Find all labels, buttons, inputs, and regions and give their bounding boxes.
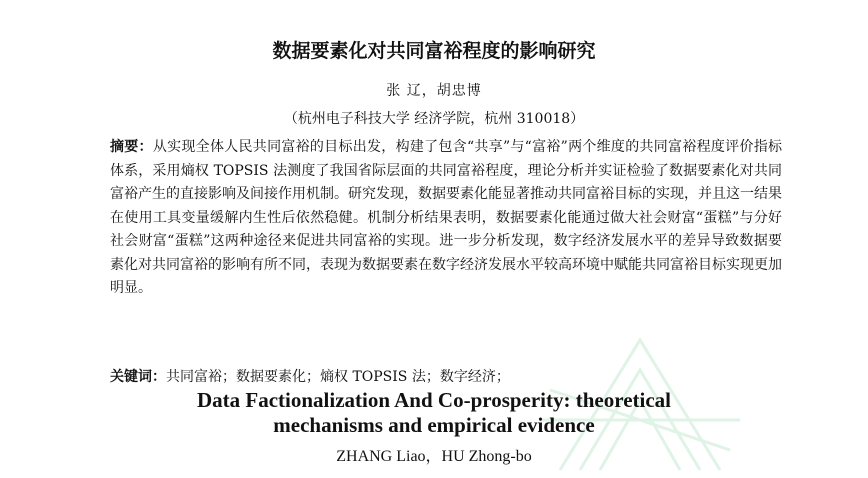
- abstract: [110, 136, 782, 301]
- paper-title-cn: 数据要素化对共同富裕程度的影响研究: [272, 40, 596, 62]
- paper-title-en: [0, 388, 868, 438]
- paper-title-en-line2: mechanisms and empirical evidence: [273, 413, 595, 437]
- paper-title-en-line1: Data Factionalization And Co-prosperity: theoretical: [196, 388, 671, 412]
- abstract-text: 从实现全体人民共同富裕的目标出发，构建了包含“共享”与“富裕”两个维度的共同富裕程度评价指标体系，采用熵权 TOPSIS 法测度了我国省际层面的共同富裕程度，理论分析并实证检验了数据要素化对共同富裕产生的直接影响及间接作用机制。研究发现，数据要素化能显著推动共同富裕目标的实现，并且这一结果在使用工具变量缓解内生性后依然稳健。机制分析结果表明，数据要素化能通过做大社会财富“蛋糕”与分好社会财富“蛋糕”这两种途径来促进共同富裕的实现。进一步分析发现，数字经济发展水平的差异导致数据要素化对共同富裕的影响有所不同，表现为数据要素在数字经济发展水平较高环境中赋能共同富裕目标实现更加明显。: [110, 139, 782, 296]
- abstract-label: 摘要：: [110, 139, 153, 155]
- authors-cn: 张 辽，胡忠博: [386, 83, 482, 99]
- keywords: [110, 366, 782, 388]
- affiliation-cn: （杭州电子科技大学 经济学院，杭州 310018）: [283, 111, 585, 127]
- keywords-text: 共同富裕；数据要素化；熵权 TOPSIS 法；数字经济；: [166, 369, 510, 385]
- keywords-label: 关键词：: [110, 369, 166, 385]
- authors-en: ZHANG Liao，HU Zhong-bo: [336, 448, 532, 465]
